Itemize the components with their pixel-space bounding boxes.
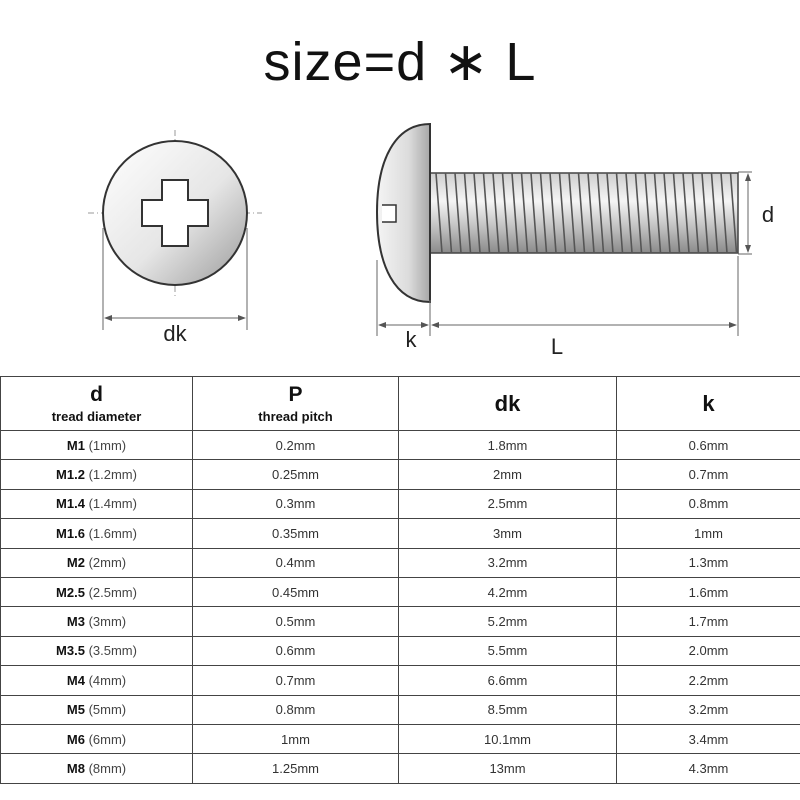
page-title: size=d ∗ L [263,32,537,92]
cell-pitch: 0.5mm [193,607,399,636]
table-row [1,548,800,577]
cell-k: 1mm [617,519,800,548]
size-mm: (3.5mm) [88,643,137,659]
cell-dk: 5.2mm [399,607,617,636]
size-mm: (2.5mm) [88,584,137,600]
cell-size [1,724,193,753]
cell-dk: 6.6mm [399,666,617,695]
header-k [617,377,800,431]
size-code: M1.4 [56,496,85,512]
header-main: dk [494,390,521,416]
cell-k: 3.4mm [617,724,800,753]
cell-size [1,489,193,518]
size-code: M1.2 [56,467,85,483]
cell-k: 2.2mm [617,666,800,695]
size-mm: (3mm) [88,614,127,630]
table-row [1,489,800,518]
head-top-view [88,130,262,346]
header-sub: tread diameter [51,408,142,424]
size-code: M8 [66,760,85,776]
spec-table [0,376,800,784]
cell-pitch: 0.35mm [193,519,399,548]
size-code: M3.5 [56,643,85,659]
cell-size [1,519,193,548]
size-mm: (1.2mm) [88,467,137,483]
cell-size [1,754,193,783]
size-mm: (8mm) [88,760,127,776]
header-main: d [90,382,103,406]
cell-size [1,666,193,695]
cell-pitch: 1mm [193,724,399,753]
size-mm: (1.6mm) [88,525,137,541]
table-row [1,519,800,548]
size-code: M5 [66,702,85,718]
cell-pitch: 0.25mm [193,460,399,489]
cell-dk: 10.1mm [399,724,617,753]
cell-k: 4.3mm [617,754,800,783]
table-row [1,431,800,460]
size-mm: (1mm) [88,437,127,453]
cell-dk: 2.5mm [399,489,617,518]
table-row [1,695,800,724]
cell-dk: 2mm [399,460,617,489]
table-row [1,607,800,636]
cell-pitch: 0.7mm [193,666,399,695]
dim-label-k: k [405,327,417,352]
cell-pitch: 0.6mm [193,636,399,665]
cell-size [1,607,193,636]
cell-k: 0.7mm [617,460,800,489]
size-code: M1 [66,437,85,453]
header-thread-diameter [1,377,193,431]
cell-pitch: 1.25mm [193,754,399,783]
cell-pitch: 0.3mm [193,489,399,518]
cell-k: 2.0mm [617,636,800,665]
size-code: M1.6 [56,525,85,541]
cell-k: 0.6mm [617,431,800,460]
size-code: M4 [66,672,85,688]
table-row [1,460,800,489]
header-dk [399,377,617,431]
dim-label-d: d [761,202,775,227]
cell-size [1,695,193,724]
cell-size [1,460,193,489]
cell-k: 1.3mm [617,548,800,577]
size-code: M3 [66,614,85,630]
size-code: M6 [66,731,85,747]
size-mm: (4mm) [88,672,127,688]
cell-pitch: 0.8mm [193,695,399,724]
screw-dimension-diagram [0,110,800,370]
cell-k: 0.8mm [617,489,800,518]
cell-k: 3.2mm [617,695,800,724]
cell-dk: 8.5mm [399,695,617,724]
cell-size [1,548,193,577]
cell-size [1,636,193,665]
cell-dk: 5.5mm [399,636,617,665]
cell-k: 1.6mm [617,577,800,606]
cell-size [1,577,193,606]
cell-size [1,431,193,460]
header-sub: thread pitch [258,408,333,424]
size-code: M2 [66,555,85,571]
cell-dk: 13mm [399,754,617,783]
cell-dk: 4.2mm [399,577,617,606]
screw-side-view [377,124,774,359]
dim-label-dk: dk [163,321,187,346]
cell-pitch: 0.2mm [193,431,399,460]
table-row [1,666,800,695]
table-row [1,724,800,753]
cell-dk: 1.8mm [399,431,617,460]
size-mm: (5mm) [88,702,127,718]
table-row [1,754,800,783]
header-thread-pitch [193,377,399,431]
cell-pitch: 0.45mm [193,577,399,606]
size-mm: (2mm) [88,555,127,571]
cell-pitch: 0.4mm [193,548,399,577]
header-main: k [702,390,715,416]
cell-k: 1.7mm [617,607,800,636]
size-mm: (1.4mm) [88,496,137,512]
table-row [1,577,800,606]
header-main: P [288,382,303,406]
table-row [1,636,800,665]
cell-dk: 3mm [399,519,617,548]
table-header-row [1,377,800,431]
size-mm: (6mm) [88,731,127,747]
dim-label-L: L [550,334,564,359]
cell-dk: 3.2mm [399,548,617,577]
size-code: M2.5 [56,584,85,600]
